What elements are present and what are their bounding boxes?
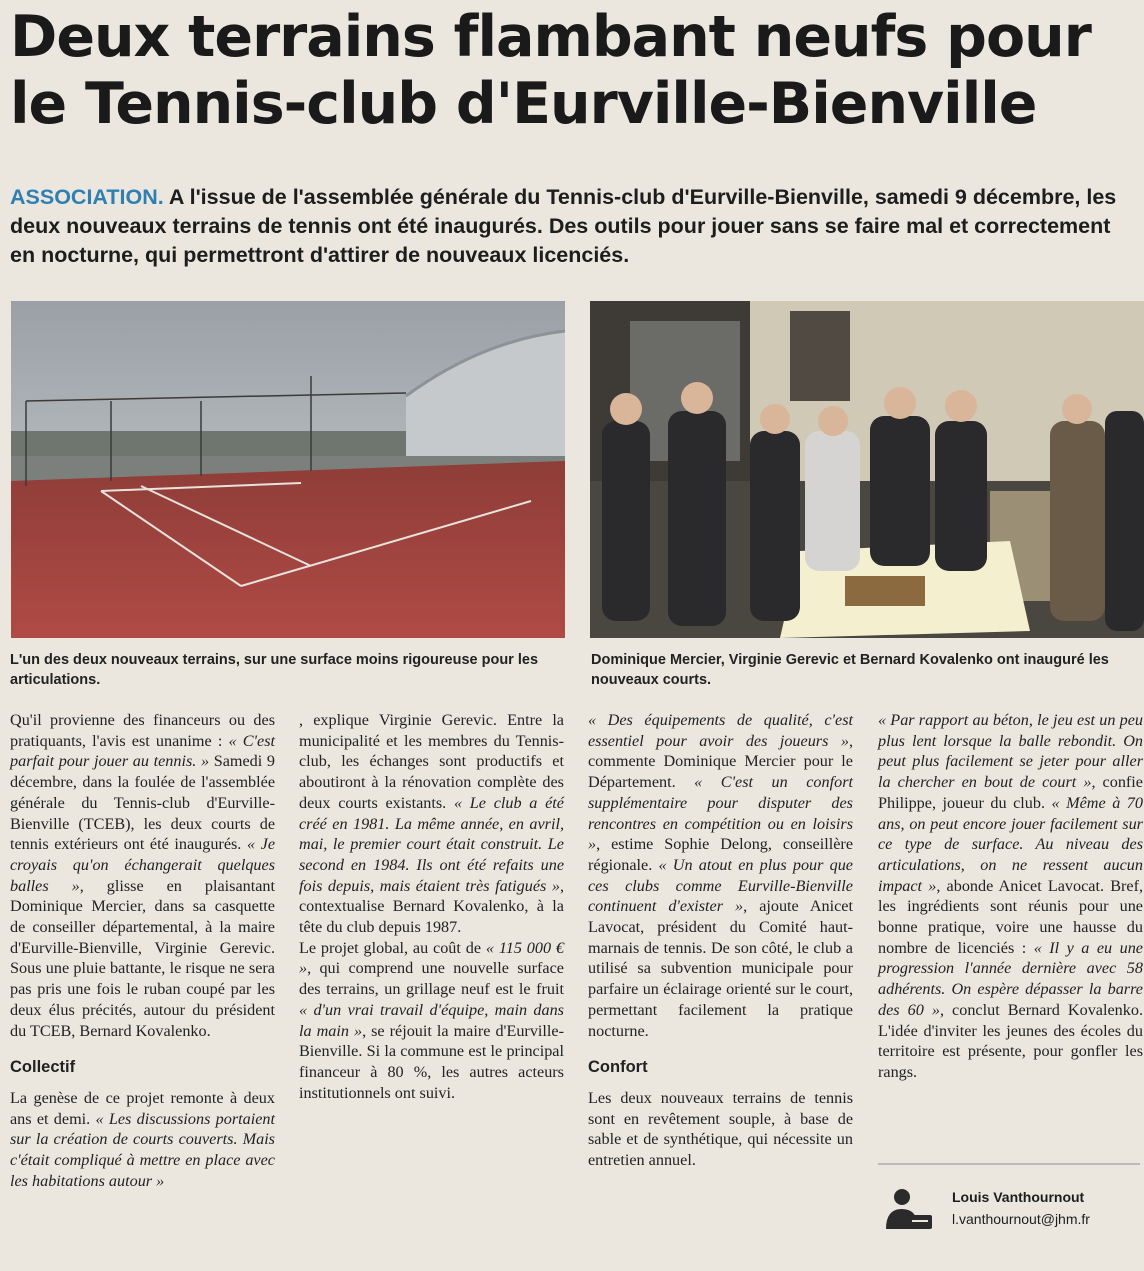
photo-caption-left: L'un des deux nouveaux terrains, sur une surface moins rigoureuse pour les articulations. (10, 652, 539, 688)
quote: « d'un vrai travail d'équipe, main dans la main » (299, 1000, 564, 1040)
text-span: , abonde Anicet Lavocat. Bref, les ingrédients sont réunis pour une bonne pratique, voire une hausse du nombre de licenciés : (878, 876, 1144, 957)
text-span: , explique Virginie Gerevic. Entre la municipalité et les membres du Tennis-club, les échanges sont productifs et aboutiront à la rénovation complète des deux courts existants. (299, 711, 564, 812)
text-span: , contextualise Bernard Kovalenko, à la tête du club depuis 1987. (299, 876, 564, 937)
text-span: , qui comprend une nouvelle surface des terrains, un grillage neuf est le fruit (299, 959, 564, 999)
article-paragraph (10, 1088, 275, 1192)
subhead-confort: Confort (588, 1058, 648, 1077)
text-span: Qu'il provienne des financeurs ou des pratiquants, l'avis est unanime : (10, 711, 275, 750)
quote: « Je croyais qu'on échangerait quelques balles » (10, 835, 276, 895)
text-span: , commente Dominique Mercier pour le Département. (588, 731, 853, 792)
quote: « C'est un confort supplémentaire pour disputer des rencontres en compétition ou en loisirs » (588, 773, 853, 854)
text-span: Samedi 9 décembre, dans la foulée de l'assemblée générale du Tennis-club d'Eurville-Bienville (TCEB), les deux courts de tennis extérieurs ont été inaugurés. (10, 752, 275, 854)
author-email[interactable]: l.vanthournout@jhm.fr (952, 1211, 1090, 1227)
section-kicker: ASSOCIATION. (10, 185, 164, 209)
text-span: , se réjouit la maire d'Eurville-Bienville. Si la commune est le principal financeur à 80 %, les autres acteurs institutionnels ont suivi. (299, 1021, 564, 1102)
inauguration-photo (590, 301, 1144, 638)
quote: « Par rapport au béton, le jeu est un peu plus lent lorsque la balle rebondit. On peut plus facilement se jeter pour aller la chercher en bout de court » (878, 711, 1143, 792)
subhead-collectif: Collectif (10, 1058, 76, 1077)
text-span: , estime Sophie Delong, conseillère régionale. (588, 835, 853, 874)
quote: « Le club a été créé en 1981. La même année, en avril, mai, le premier court était construit. Le second en 1984. Ils ont été refaits une fois depuis, mais étaient très fatigués » (299, 793, 564, 895)
quote: « Des équipements de qualité, c'est essentiel pour avoir des joueurs » (588, 711, 853, 750)
headline-line-2: le Tennis-club d'Eurville-Bienville (10, 71, 1037, 137)
text-span: , confie Philippe, joueur du club. (878, 773, 1143, 812)
text-span: , ajoute Anicet Lavocat, président du Comité haut-marnais de tennis. De son côté, le club a utilisé sa subvention municipale pour parfaire un éclairage orienté sur le court, permettant facilement la pratique nocturne. (588, 897, 853, 1040)
tennis-court-illustration (11, 301, 565, 638)
journalist-icon (882, 1187, 934, 1231)
quote: « C'est parfait pour jouer au tennis. » (10, 731, 275, 771)
article-paragraph (588, 710, 853, 1041)
article-column-3 (588, 710, 853, 1171)
article-paragraph (878, 710, 1143, 1083)
inauguration-illustration (590, 301, 1144, 638)
headline (10, 4, 1140, 138)
text-span: Les deux nouveaux terrains de tennis sont en revêtement souple, à base de sable et de synthétique, qui nécessite un entretien annuel. (588, 1088, 853, 1170)
article-paragraph (299, 938, 564, 1104)
article-paragraph (299, 710, 564, 938)
lead-text: A l'issue de l'assemblée générale du Tennis-club d'Eurville-Bienville, samedi 9 décembre, les deux nouveaux terrains de tennis ont été inaugurés. Des outils pour jouer sans se faire mal et correctement en nocturne, qui permettront d'attirer de nouveaux licenciés. (10, 185, 1117, 267)
article-paragraph (588, 1088, 853, 1171)
text-span: La genèse de ce projet remonte à deux ans et demi. (10, 1088, 275, 1128)
quote: « Les discussions portaient sur la création de courts couverts. Mais c'était compliqué à mettre en place avec les habitations autour » (10, 1109, 275, 1190)
article-column-2 (299, 710, 564, 1103)
photo-caption-right: Dominique Mercier, Virginie Gerevic et Bernard Kovalenko ont inauguré les nouveaux courts. (591, 652, 1109, 688)
quote: « 115 000 € » (299, 938, 564, 978)
article-column-4 (878, 710, 1143, 1083)
text-span: , conclut Bernard Kovalenko. L'idée d'inviter les jeunes des écoles du territoire est présente, pour gonfler les rangs. (878, 1000, 1143, 1081)
headline-line-1: Deux terrains flambant neufs pour (10, 4, 1091, 70)
author-byline (878, 1163, 1140, 1237)
article-column-1 (10, 710, 275, 1191)
text-span: Le projet global, au coût de (299, 938, 486, 957)
author-name: Louis Vanthournout (952, 1189, 1085, 1205)
quote: « Un atout en plus pour que ces clubs comme Eurville-Bienville continuent d'exister » (588, 855, 853, 916)
quote: « Même à 70 ans, on peut encore jouer facilement sur ce type de surface. Au niveau des articulations, on ne ressent aucun impact » (878, 793, 1143, 895)
tennis-court-photo (11, 301, 565, 638)
quote: « Il y a eu une progression l'année dernière avec 58 adhérents. On espère dépasser la barre des 60 » (878, 938, 1143, 1019)
text-span: , glisse en plaisantant Dominique Mercier, dans sa casquette de conseiller départemental, à la maire d'Eurville-Bienville, Virginie Gerevic. Sous une pluie battante, le risque ne sera pas pris une fois le ruban coupé par les deux élus précités, autour du président du TCEB, Bernard Kovalenko. (10, 876, 276, 1040)
lead-paragraph (10, 183, 1140, 270)
article-paragraph (10, 710, 275, 1041)
